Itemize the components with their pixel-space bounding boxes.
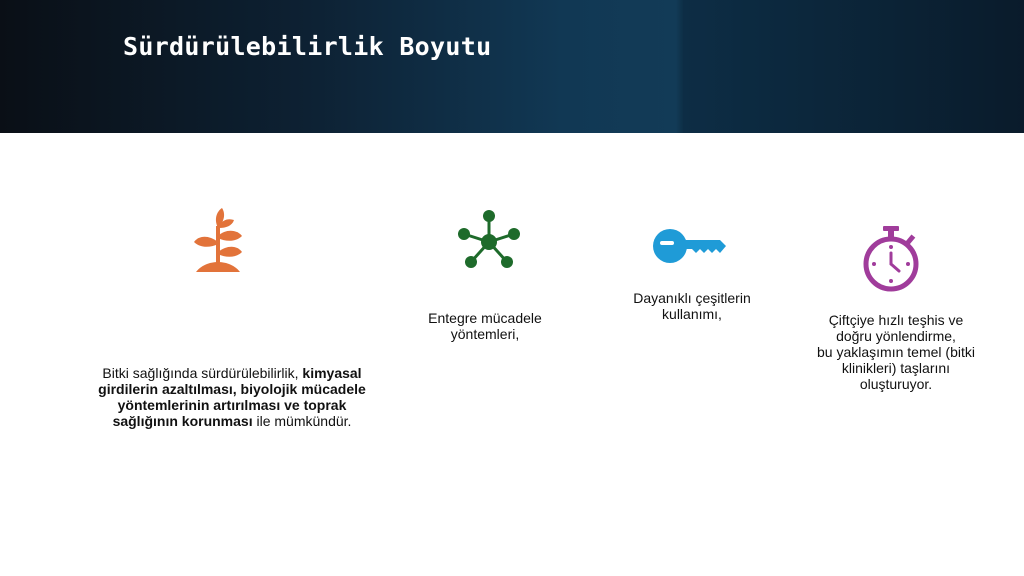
clinics-line-5: oluşturuyor. [859, 376, 933, 392]
plant-icon [192, 206, 244, 274]
main-line-4-plain: ile mümkündür. [252, 413, 352, 429]
resistant-varieties-text [612, 290, 772, 322]
header-banner [0, 0, 1024, 133]
resistant-line-2: kullanımı, [662, 306, 722, 322]
main-description [62, 365, 402, 429]
integrated-line-2: yöntemleri, [450, 326, 520, 342]
main-line-1 [62, 365, 402, 381]
plant-clinics-text [796, 312, 996, 392]
integrated-control-text [405, 310, 565, 342]
network-icon [457, 209, 521, 271]
main-line-1-plain: Bitki sağlığında sürdürülebilirlik, [102, 365, 303, 381]
key-icon [652, 227, 728, 267]
main-line-2-bold: girdilerin azaltılması, biyolojik mücadele [98, 381, 366, 397]
clinics-line-3: bu yaklaşımın temel (bitki [817, 344, 975, 360]
stopwatch-icon [859, 224, 923, 294]
main-line-2 [62, 381, 402, 397]
clinics-line-2: doğru yönlendirme, [836, 328, 956, 344]
main-line-4-bold: sağlığının korunması [112, 413, 253, 429]
main-line-1-bold: kimyasal [302, 365, 362, 381]
header-right-panel [683, 0, 1024, 133]
integrated-line-1: Entegre mücadele [428, 310, 542, 326]
clinics-line-1: Çiftçiye hızlı teşhis ve [828, 312, 964, 328]
main-line-4 [62, 413, 402, 429]
main-line-3-bold: yöntemlerinin artırılması ve toprak [117, 397, 347, 413]
page-title: Sürdürülebilirlik Boyutu [123, 32, 492, 61]
main-line-3 [62, 397, 402, 413]
resistant-line-1: Dayanıklı çeşitlerin [633, 290, 751, 306]
clinics-line-4: klinikleri) taşlarını [841, 360, 951, 376]
